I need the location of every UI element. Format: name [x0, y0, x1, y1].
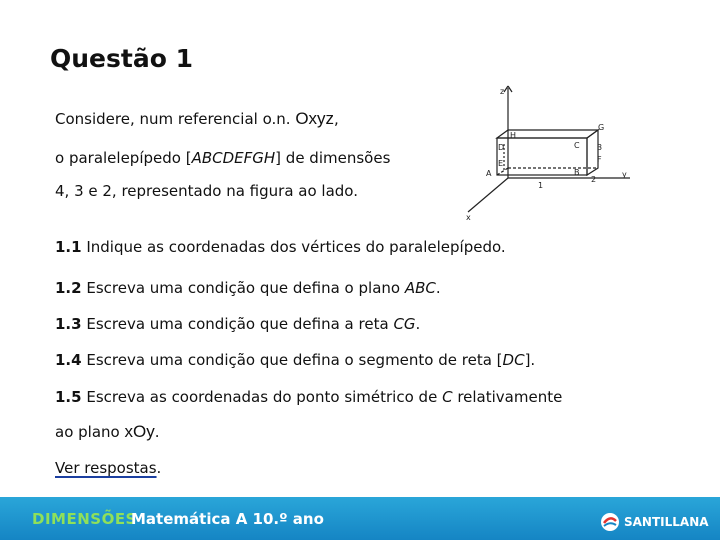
- plane-name: xOy: [124, 422, 155, 441]
- label-3: 3: [597, 143, 603, 152]
- z-arrow: [508, 86, 512, 92]
- intro-text: Considere, num referencial o.n.: [55, 110, 296, 128]
- label-2: 2: [591, 175, 597, 184]
- question-item: [55, 350, 615, 370]
- label-z: z: [500, 87, 505, 96]
- item-text: Escreva uma condição que defina o segmento de reta [: [81, 351, 503, 369]
- label-H: H: [510, 131, 517, 140]
- item-number: 1.3: [55, 315, 82, 333]
- item-number: 1.4: [55, 351, 82, 369]
- solid-name: ABCDEFGH: [191, 149, 276, 167]
- series-brand: DIMENSÕES: [32, 510, 137, 528]
- label-B: B: [574, 168, 580, 177]
- santillana-icon: [600, 512, 620, 532]
- item-text-end: .: [415, 315, 421, 333]
- z-arrow: [504, 86, 508, 92]
- parallelepiped-figure: [452, 80, 637, 220]
- item-italic: C: [442, 388, 453, 406]
- answers-link-line: [55, 458, 615, 478]
- question-item: [55, 387, 615, 407]
- item-text-end: relativamente: [452, 388, 563, 406]
- label-x: x: [466, 213, 471, 220]
- question-item: [55, 314, 615, 334]
- question-item: [55, 278, 615, 298]
- label-F: F: [597, 155, 602, 164]
- intro-line-3: 4, 3 e 2, representado na figura ao lado.: [55, 182, 358, 200]
- subject-label: Matemática A 10.º ano: [131, 510, 324, 528]
- item-text: Escreva uma condição que defina o plano: [81, 279, 405, 297]
- item-number: 1.2: [55, 279, 82, 297]
- intro-comma: ,: [334, 110, 339, 128]
- label-G: G: [598, 123, 605, 132]
- item-text-end: ].: [524, 351, 536, 369]
- frame-name: Oxyz: [295, 109, 335, 128]
- intro-text: ] de dimensões: [275, 149, 391, 167]
- label-C: C: [574, 141, 580, 150]
- label-1: 1: [538, 181, 544, 190]
- hidden-edge: [497, 168, 508, 175]
- footer-bar: [0, 497, 720, 540]
- publisher-logo: [600, 511, 709, 533]
- intro-text: o paralelepípedo [: [55, 149, 192, 167]
- label-E: E: [498, 159, 504, 168]
- question-item-continued: [55, 422, 615, 442]
- figure-lines: [468, 86, 630, 212]
- item-italic: DC: [502, 351, 525, 369]
- label-D: D: [498, 143, 505, 152]
- question-item: [55, 237, 615, 257]
- publisher-name: SANTILLANA: [624, 515, 709, 529]
- label-A: A: [486, 169, 492, 178]
- item-number: 1.1: [55, 238, 82, 256]
- item-text: Escreva uma condição que defina a reta: [81, 315, 394, 333]
- slide-title: Questão 1: [50, 44, 193, 73]
- x-axis: [468, 178, 508, 212]
- link-suffix: .: [156, 459, 162, 477]
- item-italic: ABC: [404, 279, 436, 297]
- item-italic: CG: [393, 315, 416, 333]
- label-y: y: [622, 170, 627, 179]
- item-text-end: .: [435, 279, 441, 297]
- item-number: 1.5: [55, 388, 82, 406]
- item-text-end: .: [154, 423, 160, 441]
- see-answers-link[interactable]: Ver respostas: [55, 459, 157, 477]
- item-text: ao plano: [55, 423, 125, 441]
- item-text: Escreva as coordenadas do ponto simétrico de: [81, 388, 443, 406]
- item-text: Indique as coordenadas dos vértices do paralelepípedo.: [81, 238, 506, 256]
